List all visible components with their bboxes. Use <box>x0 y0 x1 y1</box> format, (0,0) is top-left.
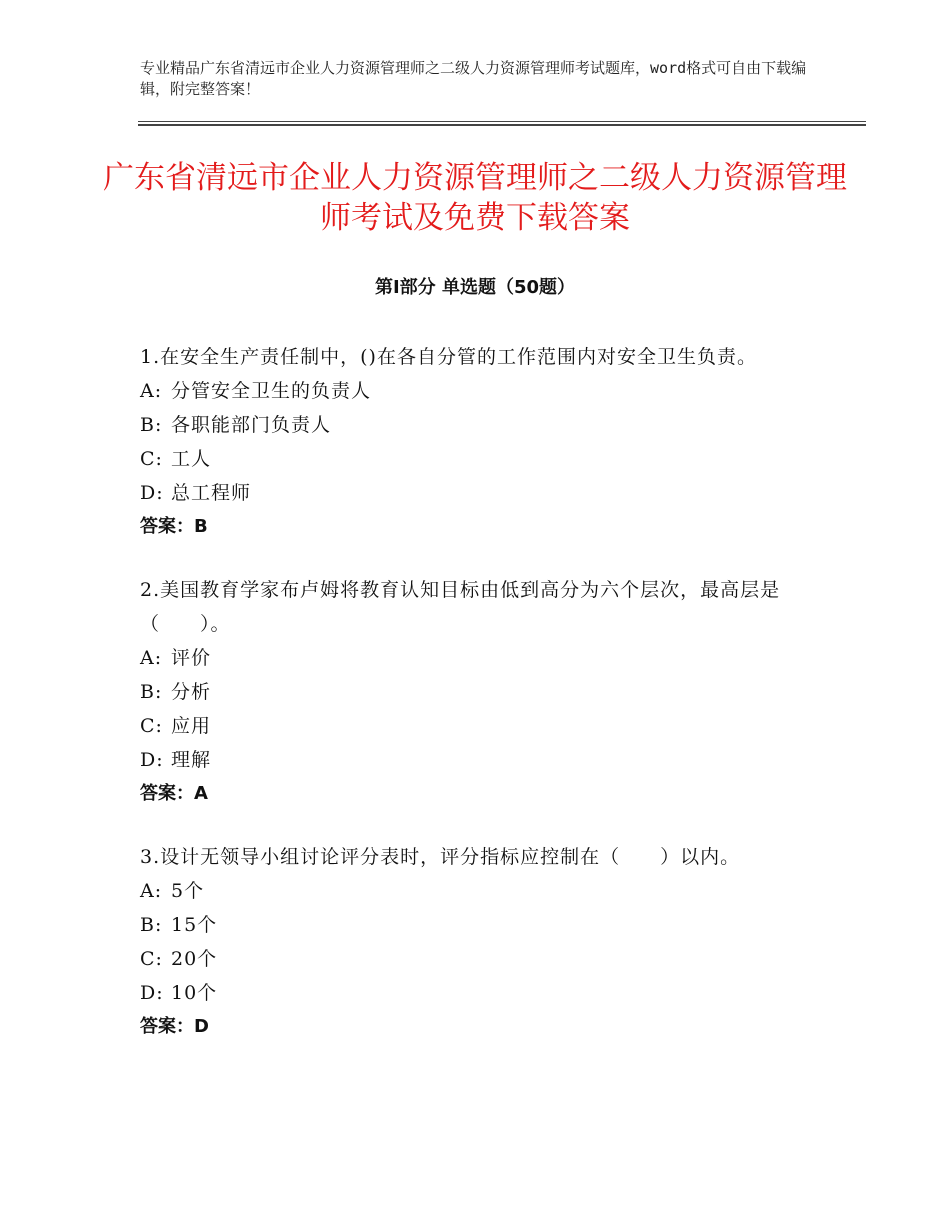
answer-prefix: 答案： <box>140 1016 194 1037</box>
question-item <box>140 340 810 544</box>
option-d <box>140 976 810 1010</box>
answer-line <box>140 777 810 811</box>
option-text: 5个 <box>171 880 205 902</box>
option-c <box>140 709 810 743</box>
option-text: 分管安全卫生的负责人 <box>171 380 372 402</box>
option-text: 应用 <box>171 715 212 737</box>
answer-line <box>140 1010 810 1044</box>
option-key: D: <box>140 982 164 1004</box>
question-stem: 3.设计无领导小组讨论评分表时，评分指标应控制在（ ）以内。 <box>140 846 741 868</box>
option-text: 工人 <box>171 448 212 470</box>
section-title: 第Ⅰ部分 单选题（50题） <box>374 277 575 298</box>
option-text: 理解 <box>171 749 212 771</box>
option-text: 分析 <box>171 681 212 703</box>
question-item <box>140 840 810 1044</box>
option-text: 20个 <box>171 948 218 970</box>
option-text: 10个 <box>171 982 218 1004</box>
answer-prefix: 答案： <box>140 516 194 537</box>
option-d <box>140 743 810 777</box>
option-key: C: <box>140 448 163 470</box>
option-text: 各职能部门负责人 <box>171 414 332 436</box>
question-list <box>140 340 810 1073</box>
option-b <box>140 408 810 442</box>
answer-value: D <box>194 1016 209 1037</box>
option-key: C: <box>140 715 163 737</box>
question-stem: 1.在安全生产责任制中，()在各自分管的工作范围内对安全卫生负责。 <box>140 346 757 368</box>
option-key: B: <box>140 914 163 936</box>
option-text: 总工程师 <box>171 482 252 504</box>
option-c <box>140 442 810 476</box>
option-key: B: <box>140 414 163 436</box>
header-note: 专业精品广东省清远市企业人力资源管理师之二级人力资源管理师考试题库，word格式可自由下载编辑，附完整答案！ <box>140 59 807 98</box>
question-item <box>140 573 810 811</box>
answer-value: A <box>194 783 208 804</box>
option-key: D: <box>140 482 164 504</box>
answer-value: B <box>194 516 208 537</box>
option-b <box>140 908 810 942</box>
option-b <box>140 675 810 709</box>
option-key: A: <box>140 880 163 902</box>
header-divider-thick <box>138 124 866 126</box>
option-key: A: <box>140 647 163 669</box>
option-a <box>140 641 810 675</box>
option-text: 15个 <box>171 914 218 936</box>
option-key: A: <box>140 380 163 402</box>
document-title: 广东省清远市企业人力资源管理师之二级人力资源管理师考试及免费下载答案 <box>103 160 847 236</box>
option-key: D: <box>140 749 164 771</box>
option-a <box>140 874 810 908</box>
option-key: C: <box>140 948 163 970</box>
answer-line <box>140 510 810 544</box>
header-divider-thin <box>138 121 866 122</box>
option-d <box>140 476 810 510</box>
question-stem: 2.美国教育学家布卢姆将教育认知目标由低到高分为六个层次，最高层是（ ）。 <box>140 579 781 635</box>
option-a <box>140 374 810 408</box>
option-c <box>140 942 810 976</box>
option-text: 评价 <box>171 647 212 669</box>
answer-prefix: 答案： <box>140 783 194 804</box>
option-key: B: <box>140 681 163 703</box>
